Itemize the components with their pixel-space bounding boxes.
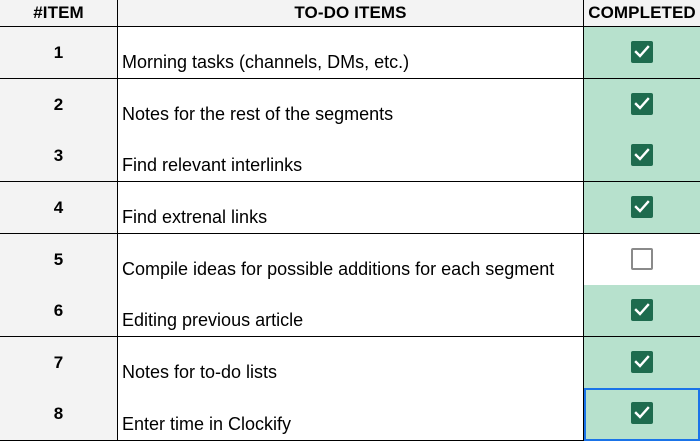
item-number: 2 <box>53 95 64 114</box>
item-number-cell[interactable] <box>0 234 118 286</box>
checkbox-empty-icon[interactable] <box>631 248 653 270</box>
item-number-cell[interactable] <box>0 130 118 182</box>
item-number: 5 <box>53 250 64 269</box>
completed-cell[interactable] <box>584 285 700 337</box>
checkbox-checked-icon[interactable] <box>631 144 653 166</box>
task-cell[interactable] <box>118 79 584 131</box>
header-completed-label: COMPLETED <box>588 3 696 22</box>
task-text: Find relevant interlinks <box>122 155 303 175</box>
task-cell[interactable] <box>118 388 584 441</box>
checkbox-checked-icon[interactable] <box>631 41 653 63</box>
task-cell[interactable] <box>118 337 584 389</box>
task-text: Morning tasks (channels, DMs, etc.) <box>122 52 410 72</box>
checkbox-checked-icon[interactable] <box>631 196 653 218</box>
item-number: 7 <box>53 353 64 372</box>
item-number: 1 <box>53 43 64 62</box>
item-number-cell[interactable] <box>0 337 118 389</box>
header-row <box>0 0 700 27</box>
table-row <box>0 285 700 337</box>
task-text: Compile ideas for possible additions for each segment <box>122 259 555 279</box>
item-number: 3 <box>53 146 64 165</box>
task-cell[interactable] <box>118 27 584 79</box>
completed-cell[interactable] <box>584 79 700 131</box>
completed-cell[interactable] <box>584 182 700 234</box>
table-row <box>0 182 700 234</box>
task-text: Find extrenal links <box>122 207 268 227</box>
completed-cell[interactable] <box>584 388 700 441</box>
task-cell[interactable] <box>118 285 584 337</box>
table-row <box>0 388 700 441</box>
table-row <box>0 130 700 182</box>
header-todo[interactable] <box>118 0 584 27</box>
task-text: Notes for to-do lists <box>122 362 278 382</box>
header-item-label: #ITEM <box>33 3 84 22</box>
header-item[interactable] <box>0 0 118 27</box>
checkbox-checked-icon[interactable] <box>631 402 653 424</box>
table-row <box>0 337 700 389</box>
header-todo-label: TO-DO ITEMS <box>294 3 407 22</box>
task-text: Notes for the rest of the segments <box>122 104 394 124</box>
completed-cell[interactable] <box>584 130 700 182</box>
task-text: Editing previous article <box>122 310 304 330</box>
item-number-cell[interactable] <box>0 27 118 79</box>
task-text: Enter time in Clockify <box>122 414 292 434</box>
task-cell[interactable] <box>118 182 584 234</box>
table-row <box>0 234 700 286</box>
completed-cell[interactable] <box>584 234 700 286</box>
task-cell[interactable] <box>118 234 584 286</box>
checkbox-checked-icon[interactable] <box>631 299 653 321</box>
task-cell[interactable] <box>118 130 584 182</box>
table-row <box>0 27 700 79</box>
checkbox-checked-icon[interactable] <box>631 351 653 373</box>
item-number-cell[interactable] <box>0 79 118 131</box>
header-completed[interactable] <box>584 0 700 27</box>
item-number: 8 <box>53 404 64 423</box>
item-number-cell[interactable] <box>0 182 118 234</box>
item-number-cell[interactable] <box>0 388 118 441</box>
item-number: 6 <box>53 301 64 320</box>
checkbox-checked-icon[interactable] <box>631 93 653 115</box>
item-number: 4 <box>53 198 64 217</box>
completed-cell[interactable] <box>584 27 700 79</box>
item-number-cell[interactable] <box>0 285 118 337</box>
table-row <box>0 79 700 131</box>
completed-cell[interactable] <box>584 337 700 389</box>
